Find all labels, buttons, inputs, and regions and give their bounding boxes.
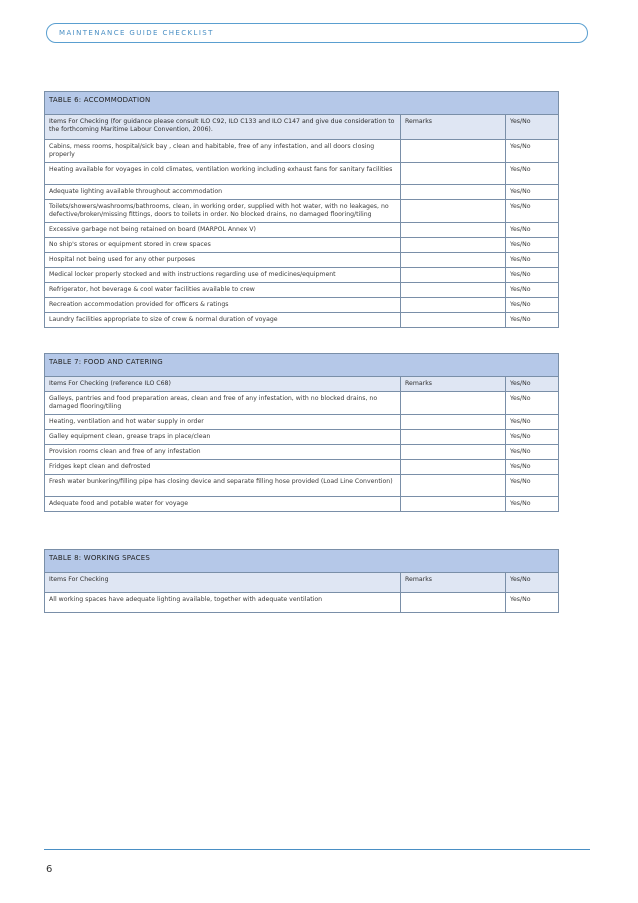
table-row [45, 200, 559, 223]
remarks-cell[interactable] [401, 185, 506, 200]
remarks-cell[interactable] [401, 392, 506, 415]
item-cell: Hospital not being used for any other purposes [45, 253, 401, 268]
table-row [45, 430, 559, 445]
table-row [45, 313, 559, 328]
column-header-yesno: Yes/No [506, 115, 559, 140]
table-row [45, 268, 559, 283]
yesno-cell[interactable]: Yes/No [506, 253, 559, 268]
column-header-remarks: Remarks [401, 573, 506, 593]
remarks-cell[interactable] [401, 140, 506, 163]
item-cell: Cabins, mess rooms, hospital/sick bay , clean and habitable, free of any infestation, and all doors closing properly [45, 140, 401, 163]
table-row [45, 415, 559, 430]
remarks-cell[interactable] [401, 430, 506, 445]
table-title: TABLE 6: ACCOMMODATION [45, 92, 559, 115]
remarks-cell[interactable] [401, 415, 506, 430]
remarks-cell[interactable] [401, 445, 506, 460]
yesno-cell[interactable]: Yes/No [506, 185, 559, 200]
table-accommodation [44, 91, 559, 328]
remarks-cell[interactable] [401, 238, 506, 253]
item-cell: Adequate lighting available throughout accommodation [45, 185, 401, 200]
item-cell: Galley equipment clean, grease traps in place/clean [45, 430, 401, 445]
remarks-cell[interactable] [401, 313, 506, 328]
yesno-cell[interactable]: Yes/No [506, 593, 559, 613]
footer-divider [44, 849, 590, 850]
remarks-cell[interactable] [401, 593, 506, 613]
yesno-cell[interactable]: Yes/No [506, 238, 559, 253]
yesno-cell[interactable]: Yes/No [506, 475, 559, 497]
item-cell: Fresh water bunkering/filling pipe has closing device and separate filling hose provided (Load Line Convention) [45, 475, 401, 497]
yesno-cell[interactable]: Yes/No [506, 200, 559, 223]
remarks-cell[interactable] [401, 253, 506, 268]
column-header-yesno: Yes/No [506, 377, 559, 392]
table-food-catering [44, 353, 559, 512]
yesno-cell[interactable]: Yes/No [506, 163, 559, 185]
yesno-cell[interactable]: Yes/No [506, 430, 559, 445]
item-cell: Adequate food and potable water for voyage [45, 497, 401, 512]
item-cell: Medical locker properly stocked and with instructions regarding use of medicines/equipment [45, 268, 401, 283]
item-cell: No ship's stores or equipment stored in crew spaces [45, 238, 401, 253]
remarks-cell[interactable] [401, 475, 506, 497]
item-cell: Provision rooms clean and free of any infestation [45, 445, 401, 460]
yesno-cell[interactable]: Yes/No [506, 415, 559, 430]
table-row [45, 475, 559, 497]
table-row [45, 163, 559, 185]
remarks-cell[interactable] [401, 223, 506, 238]
remarks-cell[interactable] [401, 298, 506, 313]
table-row [45, 593, 559, 613]
table-working-spaces [44, 549, 559, 613]
table-row [45, 140, 559, 163]
item-cell: Refrigerator, hot beverage & cool water facilities available to crew [45, 283, 401, 298]
column-header-remarks: Remarks [401, 115, 506, 140]
item-cell: Heating, ventilation and hot water supply in order [45, 415, 401, 430]
table-row [45, 185, 559, 200]
yesno-cell[interactable]: Yes/No [506, 298, 559, 313]
table-row [45, 298, 559, 313]
column-header-items: Items For Checking (for guidance please consult ILO C92, ILO C133 and ILO C147 and give due consideration to the forthcoming Maritime Labour Convention, 2006). [45, 115, 401, 140]
table-title: TABLE 8: WORKING SPACES [45, 550, 559, 573]
item-cell: Heating available for voyages in cold climates, ventilation working including exhaust fans for sanitary facilities [45, 163, 401, 185]
yesno-cell[interactable]: Yes/No [506, 445, 559, 460]
item-cell: Excessive garbage not being retained on board (MARPOL Annex V) [45, 223, 401, 238]
table-title: TABLE 7: FOOD AND CATERING [45, 354, 559, 377]
remarks-cell[interactable] [401, 497, 506, 512]
yesno-cell[interactable]: Yes/No [506, 313, 559, 328]
yesno-cell[interactable]: Yes/No [506, 140, 559, 163]
item-cell: Toilets/showers/washrooms/bathrooms, clean, in working order, supplied with hot water, with no leakages, no defective/broken/missing fittings, doors to toilets in order. No blocked drains, no damaged flooring/tiling [45, 200, 401, 223]
yesno-cell[interactable]: Yes/No [506, 223, 559, 238]
table-row [45, 460, 559, 475]
column-header-items: Items For Checking [45, 573, 401, 593]
yesno-cell[interactable]: Yes/No [506, 268, 559, 283]
item-cell: Laundry facilities appropriate to size of crew & normal duration of voyage [45, 313, 401, 328]
column-header-items: Items For Checking (reference ILO C68) [45, 377, 401, 392]
header-title: MAINTENANCE GUIDE CHECKLIST [46, 23, 588, 43]
remarks-cell[interactable] [401, 268, 506, 283]
table-row [45, 445, 559, 460]
yesno-cell[interactable]: Yes/No [506, 460, 559, 475]
yesno-cell[interactable]: Yes/No [506, 392, 559, 415]
table-row [45, 253, 559, 268]
item-cell: Fridges kept clean and defrosted [45, 460, 401, 475]
column-header-yesno: Yes/No [506, 573, 559, 593]
remarks-cell[interactable] [401, 460, 506, 475]
page-number: 6 [46, 864, 53, 875]
item-cell: All working spaces have adequate lighting available, together with adequate ventilation [45, 593, 401, 613]
table-row [45, 238, 559, 253]
column-header-remarks: Remarks [401, 377, 506, 392]
remarks-cell[interactable] [401, 283, 506, 298]
table-row [45, 497, 559, 512]
table-row [45, 392, 559, 415]
yesno-cell[interactable]: Yes/No [506, 497, 559, 512]
item-cell: Galleys, pantries and food preparation areas, clean and free of any infestation, with no blocked drains, no damaged flooring/tiling [45, 392, 401, 415]
table-row [45, 283, 559, 298]
remarks-cell[interactable] [401, 200, 506, 223]
yesno-cell[interactable]: Yes/No [506, 283, 559, 298]
item-cell: Recreation accommodation provided for officers & ratings [45, 298, 401, 313]
remarks-cell[interactable] [401, 163, 506, 185]
table-row [45, 223, 559, 238]
